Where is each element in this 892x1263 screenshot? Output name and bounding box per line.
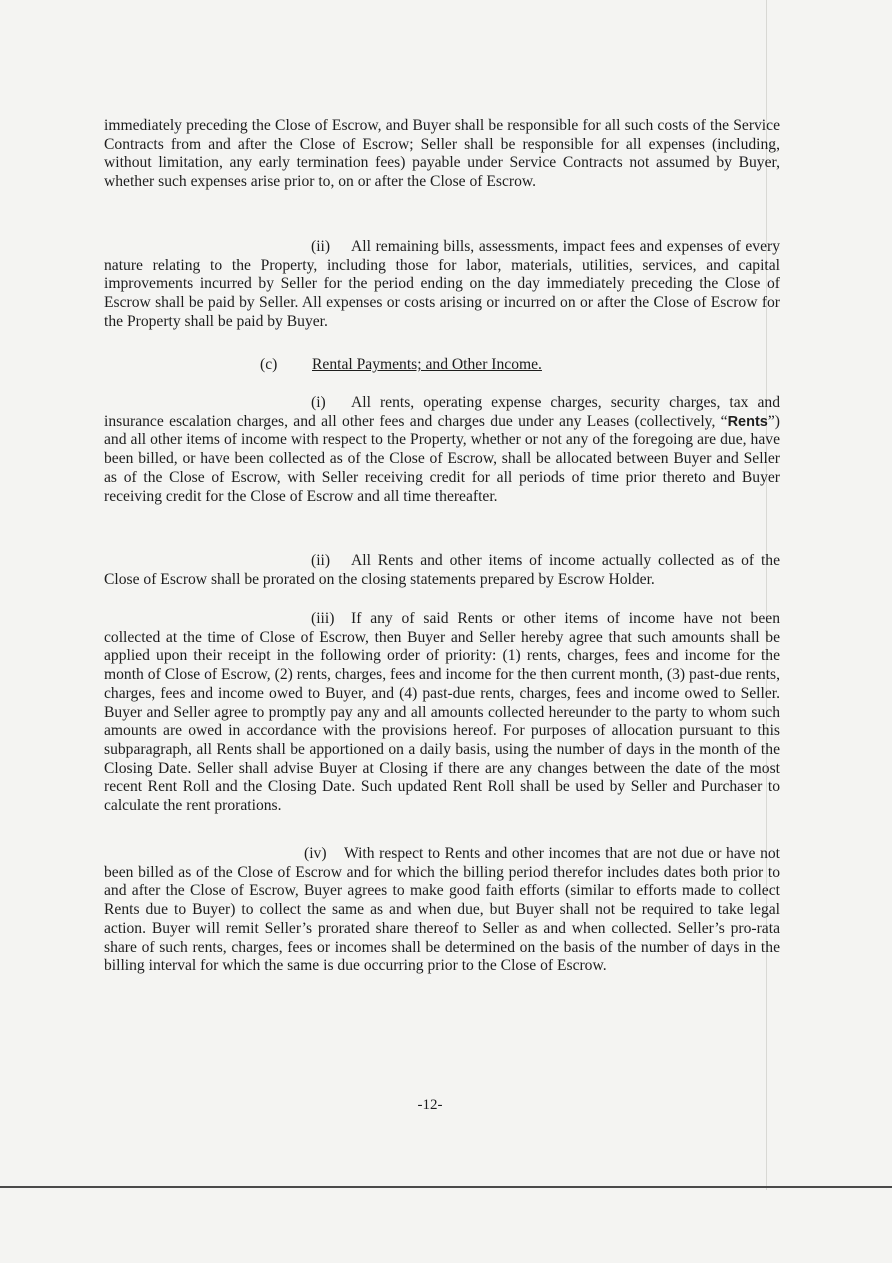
page-number: -12- xyxy=(417,1097,443,1113)
section-heading-rental-payments xyxy=(260,356,542,374)
paragraph-text: If any of said Rents or other items of income have not been collected at the time of Close of Escrow, then Buyer and Seller hereby agree that such amounts shall be applied upon their receipt in the following order of priority: (1) rents, charges, fees and income for the month of Close of Escrow, (2) rents, charges, fees and income for the then current month, (3) past-due rents, charges, fees and income owed to Buyer, and (4) past-due rents, charges, fees and income owed to Seller. Buyer and Seller agree to promptly pay any and all amounts collected hereunder to the party to whom such amounts are owed in accordance with the provisions hereof. For purposes of allocation pursuant to this subparagraph, all Rents shall be apportioned on a daily basis, using the number of days in the month of the Closing Date. Seller shall advise Buyer at Closing if there are any changes between the date of the most recent Rent Roll and the Closing Date. Such updated Rent Roll shall be used by Seller and Purchaser to calculate the rent prorations. xyxy=(104,610,780,815)
defined-term: Rents xyxy=(727,413,768,430)
paragraph-service-contracts xyxy=(104,117,780,192)
clause-number: (iv) xyxy=(304,845,327,862)
section-title: Rental Payments; and Other Income. xyxy=(312,356,542,373)
paragraph-text: All rents, operating expense charges, security charges, tax and insurance escalation charges, and all other fees and charges due under any Leases (collectively, “ xyxy=(104,394,780,430)
clause-number: (ii) xyxy=(311,552,331,569)
paragraph-text: With respect to Rents and other incomes that are not due or have not been billed as of the Close of Escrow and for which the billing period therefor includes dates both prior to and after the Close of Escrow, Buyer agrees to make good faith efforts (similar to efforts made to collect Rents due to Buyer) to collect the same as and when due, but Buyer shall not be required to take legal action. Buyer will remit Seller’s prorated share thereof to Seller as and when collected. Seller’s pro-rata share of such rents, charges, fees or incomes shall be determined on the basis of the number of days in the billing interval for which the same is due occurring prior to the Close of Escrow. xyxy=(104,845,780,975)
paragraph-text: All remaining bills, assessments, impact fees and expenses of every nature relating to the Property, including those for labor, materials, utilities, services, and capital improvements incurred by Seller for the period ending on the day immediately preceding the Close of Escrow shall be paid by Seller. All expenses or costs arising or incurred on or after the Close of Escrow for the Property shall be paid by Buyer. xyxy=(104,238,780,330)
scan-bottom-rule xyxy=(0,1186,892,1188)
section-number: (c) xyxy=(260,356,278,373)
paragraph-rents-collected xyxy=(104,552,780,589)
paragraph-text: ”) and all other items of income with respect to the Property, whether or not any of the foregoing are due, have been billed, or have been collected as of the Close of Escrow, shall be allocated between Buyer and Seller as of the Close of Escrow, with Seller receiving credit for all periods of time prior thereto and Buyer receiving credit for the Close of Escrow and all time thereafter. xyxy=(104,412,780,505)
paragraph-text: immediately preceding the Close of Escrow, and Buyer shall be responsible for all such costs of the Service Contracts from and after the Close of Escrow; Seller shall be responsible for all expenses (including, without limitation, any early termination fees) payable under Service Contracts not assumed by Buyer, whether such expenses arise prior to, on or after the Close of Escrow. xyxy=(104,117,780,191)
paragraph-remaining-bills xyxy=(104,238,780,332)
clause-number: (i) xyxy=(311,394,326,411)
clause-number: (ii) xyxy=(311,238,331,255)
paragraph-text: All Rents and other items of income actually collected as of the Close of Escrow shall be prorated on the closing statements prepared by Escrow Holder. xyxy=(104,552,780,588)
clause-number: (iii) xyxy=(311,610,335,627)
paragraph-rents-not-collected xyxy=(104,610,780,816)
paragraph-rents-not-due xyxy=(104,845,780,976)
paragraph-rents-definition xyxy=(104,394,780,506)
